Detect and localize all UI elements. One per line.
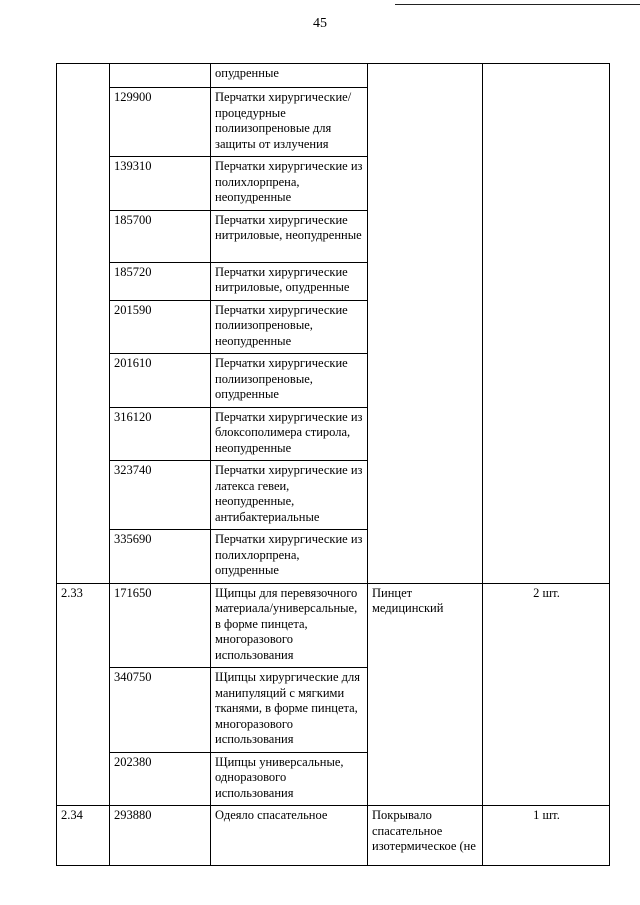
cell-name: Перчатки хирургические из блоксополимера стирола, неопудренные — [211, 407, 368, 461]
cell-code: 202380 — [110, 752, 211, 806]
cell-code: 323740 — [110, 461, 211, 530]
cell-name: Щипцы универсальные, одноразового использования — [211, 752, 368, 806]
cell-name: Перчатки хирургические нитриловые, опудренные — [211, 262, 368, 300]
table-row — [57, 806, 610, 866]
cell-code: 139310 — [110, 157, 211, 211]
cell-code — [110, 64, 211, 88]
cell-code: 201610 — [110, 354, 211, 408]
cell-item: Покрывало спасательное изотермическое (не — [368, 806, 483, 866]
cell-name: Перчатки хирургические полиизопреновые, неопудренные — [211, 300, 368, 354]
cell-item: Пинцет медицинский — [368, 583, 483, 806]
cell-code: 185700 — [110, 210, 211, 262]
cell-num: 2.33 — [57, 583, 110, 806]
cell-num — [57, 64, 110, 584]
cell-name: Перчатки хирургические нитриловые, неопудренные — [211, 210, 368, 262]
table-row — [57, 583, 610, 668]
cell-name: опудренные — [211, 64, 368, 88]
cell-code: 171650 — [110, 583, 211, 668]
cell-qty — [483, 64, 610, 584]
cell-num: 2.34 — [57, 806, 110, 866]
top-rule — [395, 4, 640, 5]
cell-item — [368, 64, 483, 584]
equipment-table — [56, 63, 610, 866]
cell-code: 185720 — [110, 262, 211, 300]
cell-code: 335690 — [110, 530, 211, 584]
cell-qty: 2 шт. — [483, 583, 610, 806]
cell-name: Одеяло спасательное — [211, 806, 368, 866]
page-number: 45 — [313, 16, 327, 31]
cell-qty: 1 шт. — [483, 806, 610, 866]
cell-name: Щипцы хирургические для манипуляций с мягкими тканями, в форме пинцета, многоразового использования — [211, 668, 368, 753]
cell-code: 129900 — [110, 88, 211, 157]
cell-name: Перчатки хирургические/процедурные полиизопреновые для защиты от излучения — [211, 88, 368, 157]
cell-name: Щипцы для перевязочного материала/универсальные, в форме пинцета, многоразового использования — [211, 583, 368, 668]
table-row — [57, 64, 610, 88]
cell-code: 293880 — [110, 806, 211, 866]
cell-name: Перчатки хирургические из полихлорпрена, опудренные — [211, 530, 368, 584]
cell-name: Перчатки хирургические из полихлорпрена, неопудренные — [211, 157, 368, 211]
cell-code: 201590 — [110, 300, 211, 354]
cell-name: Перчатки хирургические из латекса гевеи, неопудренные, антибактериальные — [211, 461, 368, 530]
cell-name: Перчатки хирургические полиизопреновые, опудренные — [211, 354, 368, 408]
cell-code: 340750 — [110, 668, 211, 753]
cell-code: 316120 — [110, 407, 211, 461]
